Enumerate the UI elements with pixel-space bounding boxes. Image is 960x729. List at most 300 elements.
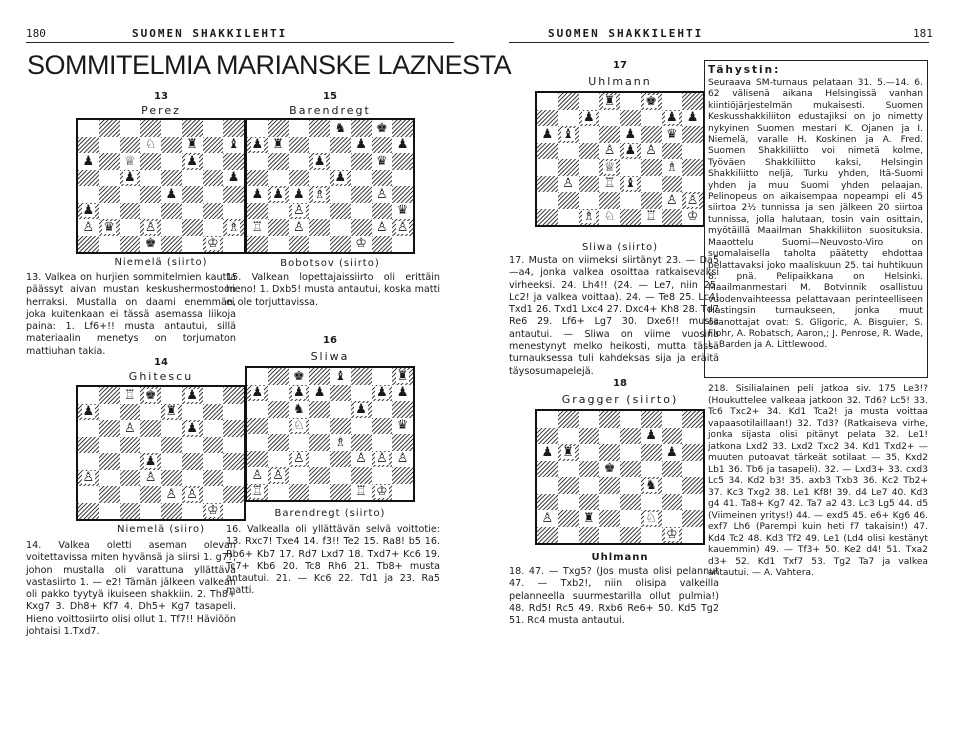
board-square — [330, 385, 351, 402]
board-square — [140, 387, 161, 404]
board-square — [78, 186, 99, 203]
board-square — [140, 236, 161, 253]
board-square — [223, 503, 244, 520]
chess-board-16 — [245, 366, 415, 502]
board-square — [641, 126, 662, 143]
chess-piece-icon: ♟ — [355, 137, 367, 153]
board-square — [309, 203, 330, 220]
board-square — [203, 420, 224, 437]
board-square — [351, 219, 372, 236]
board-square — [599, 461, 620, 478]
chess-piece-icon: ♟ — [186, 387, 198, 403]
board-square — [203, 453, 224, 470]
board-square — [182, 186, 203, 203]
board-square — [620, 93, 641, 110]
board-square — [351, 451, 372, 468]
board-square — [330, 484, 351, 501]
chess-piece-icon: ♙ — [376, 186, 388, 202]
board-square — [392, 484, 413, 501]
board-square — [620, 126, 641, 143]
board-square — [351, 236, 372, 253]
right-running-head: SUOMEN SHAKKILEHTI — [548, 27, 704, 40]
board-square — [372, 236, 393, 253]
board-square — [351, 203, 372, 220]
chess-piece-icon: ♟ — [686, 110, 699, 126]
board-square — [620, 494, 641, 511]
board-square — [537, 444, 558, 461]
board-square — [682, 126, 703, 143]
board-square — [182, 453, 203, 470]
board-square — [330, 120, 351, 137]
board-square — [309, 467, 330, 484]
chess-piece-icon: ♙ — [186, 486, 198, 502]
game-218: 218. Sisilialainen peli jatkoa siv. 175 Le3!? (Houkuttelee valkeaa jatkoon 32. Td6? Lc5! 33. Tc6 Txc2+ 34. Kd1 Tca2! ja musta voittaa vapaasotilaillaan!) 32. Td3? (Ratkaiseva virhe, jonka sijasta olisi pitänyt pelata 32. Le1! jatkona Lxd2 33. Lxd2 Txc2 34. Kd1 Txd2+ — muuten putoavat tärkeät sotilaat — 35. Kxd2 Lb1 36. Tb6 ja tasapeli). 32. — Lxd3+ 33. cxd3 Lc5 34. Kd2 b3! 35. axb3 Txb3 36. Kc2 Tb2+ 37. Kc3 Txg2 38. Le1 Kf8! 39. d4 Le7 40. Kd3 g4 41. Ta8+ Kg7 42. Ta7 a2 43. Lc3 Lg5 44. d5 (Viimeinen yritys!) 44. — exd5 45. e6+ Kg6 46. exf7 Lh6 (Parempi kuin heti f7 takaisin!) 47. Kd4 Tc2 48. Kd3 Tf2 49. Le1 (Ld4 olisi kestänyt kauemmin) 49. — Tf3+ 50. Ke2 d4! 51. Txa2 d3+ 52. Kd1 Txf7 53. Tg2 Ta7 ja valkea antautui. — A. Vahtera. — [708, 384, 928, 578]
chess-piece-icon: ♙ — [376, 451, 388, 467]
board-square — [182, 503, 203, 520]
board-square — [620, 461, 641, 478]
board-square — [662, 428, 683, 445]
board-square — [140, 186, 161, 203]
chess-piece-icon: ♟ — [227, 170, 240, 186]
board-square — [662, 477, 683, 494]
board-square — [120, 470, 141, 487]
chess-piece-icon: ♙ — [603, 143, 616, 159]
chess-piece-icon: ♟ — [251, 137, 264, 153]
board-square — [223, 137, 244, 154]
board-square — [182, 219, 203, 236]
chess-piece-icon: ♝ — [334, 368, 347, 384]
chess-piece-icon: ♜ — [165, 404, 178, 420]
chess-piece-icon: ♟ — [645, 428, 657, 444]
board-square — [558, 527, 579, 544]
chess-piece-icon: ♚ — [293, 368, 305, 384]
chess-piece-icon: ♟ — [666, 110, 678, 126]
board-square — [203, 486, 224, 503]
board-square — [537, 510, 558, 527]
board-square — [641, 159, 662, 176]
board-square — [247, 186, 268, 203]
board-square — [641, 477, 662, 494]
board-square — [203, 404, 224, 421]
chess-piece-icon: ♜ — [583, 510, 595, 526]
board-square — [78, 137, 99, 154]
board-square — [579, 143, 600, 160]
chess-piece-icon: ♙ — [562, 176, 574, 192]
board-square — [223, 470, 244, 487]
board-square — [309, 434, 330, 451]
chess-piece-icon: ♟ — [396, 385, 409, 401]
board-square — [203, 219, 224, 236]
board-square — [392, 385, 413, 402]
board-square — [662, 159, 683, 176]
board-square — [120, 219, 141, 236]
board-square — [579, 126, 600, 143]
board-square — [309, 385, 330, 402]
board-square — [120, 437, 141, 454]
board-square — [351, 434, 372, 451]
board-square — [78, 420, 99, 437]
board-square — [682, 192, 703, 209]
board-square — [641, 428, 662, 445]
board-square — [558, 93, 579, 110]
chess-piece-icon: ♙ — [272, 467, 284, 483]
board-square — [558, 444, 579, 461]
board-square — [682, 510, 703, 527]
chess-piece-icon: ♟ — [272, 186, 284, 202]
chess-piece-icon: ♖ — [251, 219, 264, 235]
board-square — [99, 186, 120, 203]
board-square — [289, 219, 310, 236]
board-square — [289, 401, 310, 418]
board-square — [161, 420, 182, 437]
board-square — [140, 470, 161, 487]
board-square — [161, 470, 182, 487]
board-square — [268, 120, 289, 137]
board-square — [268, 203, 289, 220]
board-square — [392, 368, 413, 385]
board-square — [247, 368, 268, 385]
chess-piece-icon: ♔ — [666, 527, 678, 543]
chess-piece-icon: ♟ — [82, 203, 95, 219]
diagram-number-16: 16 — [323, 335, 337, 346]
board-square — [641, 461, 662, 478]
chess-piece-icon: ♛ — [666, 126, 678, 142]
board-square — [662, 444, 683, 461]
board-square — [620, 209, 641, 226]
board-square — [223, 453, 244, 470]
board-square — [558, 209, 579, 226]
chess-piece-icon: ♙ — [396, 219, 409, 235]
board-square — [579, 444, 600, 461]
chess-piece-icon: ♕ — [124, 153, 136, 169]
chess-piece-icon: ♟ — [541, 444, 554, 460]
board-square — [372, 418, 393, 435]
board-square — [140, 170, 161, 187]
board-square — [392, 219, 413, 236]
board-square — [140, 486, 161, 503]
board-square — [247, 451, 268, 468]
board-square — [351, 120, 372, 137]
chess-piece-icon: ♔ — [207, 236, 219, 252]
board-square — [351, 467, 372, 484]
chess-piece-icon: ♟ — [355, 401, 367, 417]
annotation-14: 14. Valkea oletti aseman olevan voitettavissa miten hyvänsä ja siirsi 1. g7?, johon mustalla oli varattuna yllättävä vastasiirto 1. — e2! Tämän jälkeen valkean oli pakko tyytyä ikuiseen shakkiin. 2. Th8+ Kxg7 3. Dh8+ Kf7 4. Dh5+ Kg7 tasapeli. Hieno voittosiirto olisi ollut 1. Tf7!! Häviöön johtaisi 1.Txd7. — [26, 540, 236, 638]
chess-piece-icon: ♗ — [334, 434, 347, 450]
board-square — [392, 451, 413, 468]
board-square — [203, 137, 224, 154]
diagram-number-18: 18 — [613, 378, 627, 389]
board-square — [620, 143, 641, 160]
board-square — [579, 192, 600, 209]
board-square — [372, 203, 393, 220]
board-square — [309, 170, 330, 187]
board-square — [579, 93, 600, 110]
board-square — [392, 137, 413, 154]
board-square — [372, 170, 393, 187]
board-square — [223, 486, 244, 503]
board-square — [99, 486, 120, 503]
board-square — [78, 503, 99, 520]
board-square — [161, 203, 182, 220]
board-square — [182, 203, 203, 220]
board-square — [620, 444, 641, 461]
board-square — [99, 219, 120, 236]
board-square — [351, 153, 372, 170]
board-square — [558, 510, 579, 527]
chess-piece-icon: ♖ — [355, 484, 367, 500]
chess-piece-icon: ♟ — [541, 126, 554, 142]
chess-piece-icon: ♟ — [293, 186, 305, 202]
chess-piece-icon: ♟ — [186, 153, 198, 169]
chess-piece-icon: ♙ — [666, 192, 678, 208]
board-square — [223, 404, 244, 421]
board-square — [161, 404, 182, 421]
board-square — [182, 420, 203, 437]
board-square — [247, 434, 268, 451]
board-square — [289, 385, 310, 402]
board-square — [247, 236, 268, 253]
chess-piece-icon: ♔ — [207, 503, 219, 519]
board-square — [289, 484, 310, 501]
board-square — [641, 192, 662, 209]
board-square — [662, 510, 683, 527]
board-square — [268, 418, 289, 435]
board-square — [120, 236, 141, 253]
board-square — [140, 404, 161, 421]
chess-piece-icon: ♟ — [251, 186, 264, 202]
board-square — [203, 503, 224, 520]
board-square — [99, 236, 120, 253]
board-square — [223, 120, 244, 137]
chess-piece-icon: ♘ — [144, 137, 157, 153]
board-square — [392, 186, 413, 203]
board-square — [182, 486, 203, 503]
board-square — [392, 467, 413, 484]
board-square — [268, 186, 289, 203]
board-square — [161, 387, 182, 404]
board-square — [182, 137, 203, 154]
board-square — [372, 451, 393, 468]
board-square — [268, 451, 289, 468]
board-square — [641, 510, 662, 527]
chess-piece-icon: ♙ — [376, 219, 388, 235]
diagram-number-15: 15 — [323, 91, 337, 102]
board-square — [78, 203, 99, 220]
board-square — [662, 176, 683, 193]
board-square — [579, 428, 600, 445]
board-square — [247, 484, 268, 501]
board-square — [372, 219, 393, 236]
board-square — [558, 461, 579, 478]
annotation-17: 17. Musta on viimeksi siirtänyt 23. — Da5—a4, jonka valkea osoittaa ratkaisevaksi virheeksi. 24. Lh4!! (24. — Le7, niin 25. Lc2! ja valkea voittaa). 24. — Te8 25. Lc4! Txd1 26. Txd1 Lxc4 27. Dxc4+ Kh8 28. Td7 Re6 29. Lf6+ Lg7 30. Dxe6!! musta antautui. — Sliwa on viime vuosina menestynyt melko heikosti, mutta tässä turnauksessa tuli kahdeksas sija ja eräitä täysosumapelejä. — [509, 255, 719, 377]
board-square — [268, 434, 289, 451]
chess-piece-icon: ♙ — [293, 203, 305, 219]
board-square — [537, 527, 558, 544]
chess-piece-icon: ♞ — [293, 401, 305, 417]
board-square — [579, 477, 600, 494]
board-square — [140, 503, 161, 520]
diagram-player-16: Sliwa — [310, 350, 350, 363]
chess-board-17 — [535, 91, 705, 227]
chess-board-14 — [76, 385, 246, 521]
board-square — [558, 110, 579, 127]
chess-piece-icon: ♟ — [583, 110, 595, 126]
board-square — [140, 420, 161, 437]
diagram-caption-16: Barendregt (siirto) — [274, 508, 386, 519]
board-square — [203, 437, 224, 454]
board-square — [78, 486, 99, 503]
chess-piece-icon: ♚ — [144, 236, 157, 252]
board-square — [537, 93, 558, 110]
board-square — [78, 470, 99, 487]
board-square — [392, 418, 413, 435]
chess-piece-icon: ♟ — [376, 385, 388, 401]
board-square — [99, 420, 120, 437]
board-square — [182, 404, 203, 421]
board-square — [99, 453, 120, 470]
chess-piece-icon: ♙ — [645, 143, 657, 159]
board-square — [330, 203, 351, 220]
board-square — [268, 484, 289, 501]
board-square — [372, 368, 393, 385]
board-square — [289, 203, 310, 220]
board-square — [682, 93, 703, 110]
board-square — [620, 110, 641, 127]
board-square — [309, 418, 330, 435]
board-square — [120, 153, 141, 170]
board-square — [182, 236, 203, 253]
board-square — [289, 120, 310, 137]
board-square — [78, 120, 99, 137]
board-square — [330, 186, 351, 203]
page-title: SOMMITELMIA MARIANSKE LAZNESTA — [27, 50, 512, 80]
right-page-number: 181 — [913, 27, 933, 40]
board-square — [351, 170, 372, 187]
chess-piece-icon: ♙ — [396, 451, 409, 467]
board-square — [620, 477, 641, 494]
chess-piece-icon: ♜ — [186, 137, 198, 153]
chess-piece-icon: ♗ — [313, 186, 326, 202]
board-square — [330, 401, 351, 418]
chess-piece-icon: ♙ — [124, 420, 136, 436]
diagram-player-15: Barendregt — [289, 104, 371, 117]
board-square — [330, 236, 351, 253]
board-square — [223, 437, 244, 454]
board-square — [289, 170, 310, 187]
board-square — [682, 209, 703, 226]
chess-piece-icon: ♟ — [624, 143, 637, 159]
board-square — [140, 219, 161, 236]
board-square — [330, 153, 351, 170]
chess-board-13 — [76, 118, 246, 254]
board-square — [682, 411, 703, 428]
chess-piece-icon: ♟ — [624, 126, 637, 142]
board-square — [537, 192, 558, 209]
board-square — [78, 404, 99, 421]
board-square — [392, 401, 413, 418]
board-square — [599, 176, 620, 193]
board-square — [247, 137, 268, 154]
board-square — [120, 486, 141, 503]
chess-piece-icon: ♞ — [645, 477, 657, 493]
board-square — [599, 527, 620, 544]
board-square — [99, 503, 120, 520]
chess-piece-icon: ♔ — [686, 209, 699, 225]
diagram-caption-18: Uhlmann — [591, 552, 649, 563]
chess-piece-icon: ♝ — [624, 176, 637, 192]
chess-piece-icon: ♜ — [562, 444, 574, 460]
board-square — [351, 186, 372, 203]
board-square — [682, 494, 703, 511]
board-square — [641, 143, 662, 160]
board-square — [599, 444, 620, 461]
board-square — [351, 418, 372, 435]
board-square — [641, 176, 662, 193]
board-square — [120, 170, 141, 187]
board-square — [620, 527, 641, 544]
chess-piece-icon: ♟ — [313, 153, 326, 169]
board-square — [558, 411, 579, 428]
left-page-number: 180 — [26, 27, 46, 40]
board-square — [140, 137, 161, 154]
board-square — [372, 484, 393, 501]
board-square — [182, 387, 203, 404]
board-square — [579, 159, 600, 176]
board-square — [182, 470, 203, 487]
board-square — [203, 120, 224, 137]
board-square — [247, 401, 268, 418]
board-square — [268, 236, 289, 253]
chess-piece-icon: ♟ — [666, 444, 678, 460]
chess-piece-icon: ♟ — [293, 385, 305, 401]
board-square — [330, 434, 351, 451]
board-square — [247, 153, 268, 170]
chess-piece-icon: ♙ — [82, 219, 95, 235]
board-square — [99, 153, 120, 170]
board-square — [620, 176, 641, 193]
board-square — [120, 420, 141, 437]
board-square — [682, 159, 703, 176]
board-square — [537, 126, 558, 143]
chess-piece-icon: ♗ — [666, 159, 678, 175]
chess-piece-icon: ♗ — [227, 219, 240, 235]
board-square — [161, 170, 182, 187]
board-square — [372, 401, 393, 418]
chess-piece-icon: ♜ — [603, 93, 616, 109]
chess-piece-icon: ♙ — [82, 470, 95, 486]
board-square — [99, 203, 120, 220]
board-square — [558, 143, 579, 160]
board-square — [537, 477, 558, 494]
board-square — [372, 385, 393, 402]
diagram-player-18: Gragger (siirto) — [561, 393, 679, 406]
board-square — [78, 170, 99, 187]
board-square — [372, 153, 393, 170]
board-square — [537, 411, 558, 428]
chess-piece-icon: ♕ — [603, 159, 616, 175]
board-square — [203, 186, 224, 203]
board-square — [161, 437, 182, 454]
annotation-15: 15. Valkean lopettajaissiirto oli erittäin hieno! 1. Dxb5! musta antautui, koska matti ei ole torjuttavissa. — [226, 272, 440, 308]
board-square — [351, 385, 372, 402]
chess-board-18 — [535, 409, 705, 545]
board-square — [351, 137, 372, 154]
board-square — [161, 236, 182, 253]
chess-piece-icon: ♘ — [645, 510, 657, 526]
board-square — [289, 467, 310, 484]
board-square — [662, 192, 683, 209]
board-square — [579, 411, 600, 428]
